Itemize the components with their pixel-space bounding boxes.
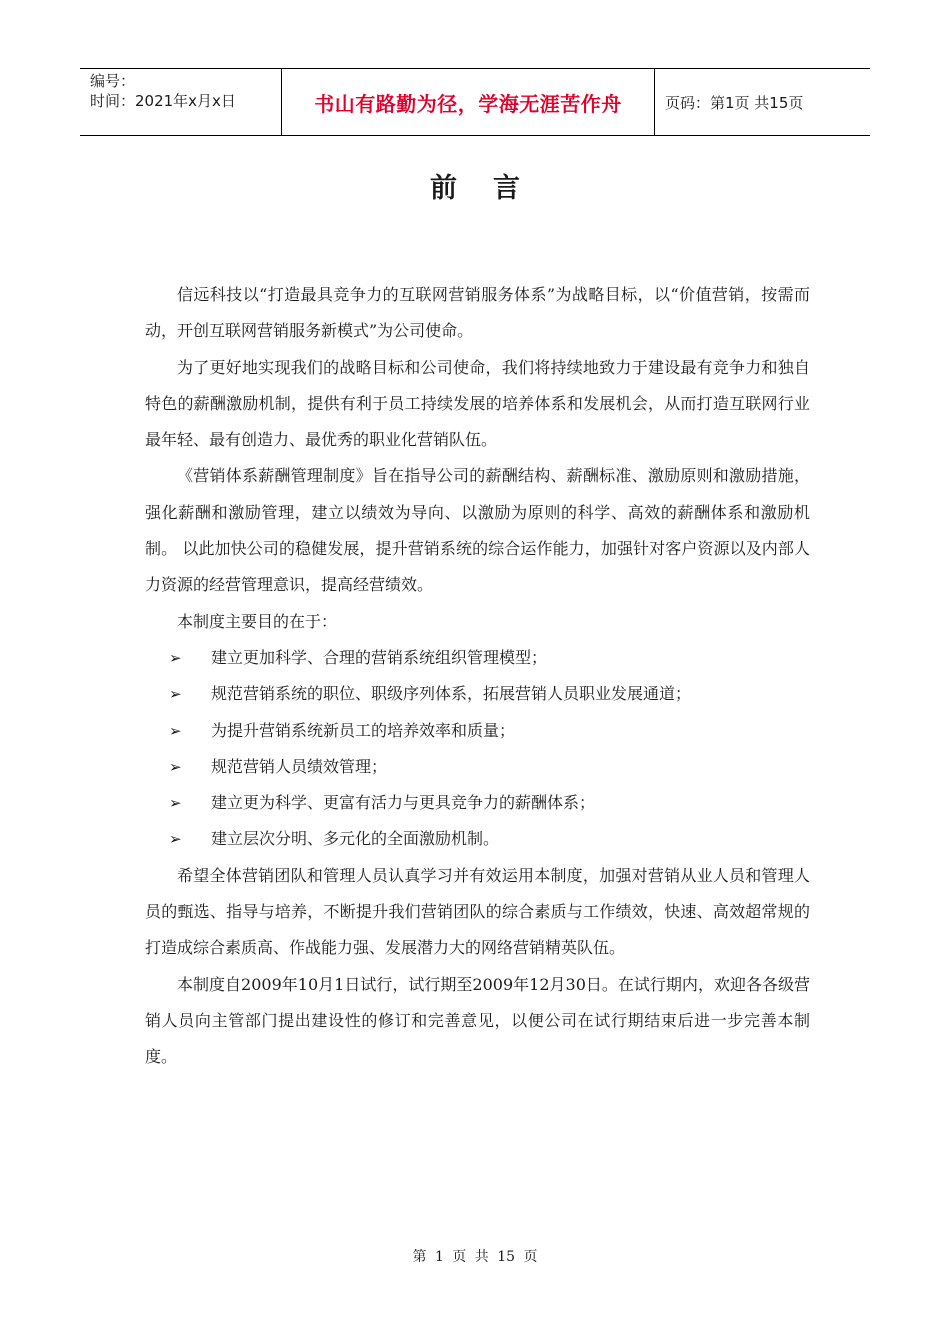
paragraph: 本制度主要目的在于： [177, 611, 338, 631]
list-item-text: 规范营销人员绩效管理； [211, 756, 388, 776]
paragraph: 《营销体系薪酬管理制度》旨在指导公司的薪酬结构、薪酬标准、激励原则和激励措施，强化薪酬和激励管理，建立以绩效为导向、以激励为原则的科学、高效的薪酬体系和激励机制。 以此加快公司的稳健发展，提升营销系统的综合运作能力，加强针对客户资源以及内部人力资源的经营管理意识，提高经营绩效。 [145, 466, 810, 595]
list-item-text: 建立更加科学、合理的营销系统组织管理模型； [211, 647, 548, 667]
list-item-text: 建立层次分明、多元化的全面激励机制。 [211, 829, 500, 849]
list-item-text: 规范营销系统的职位、职级序列体系，拓展营销人员职业发展通道； [211, 684, 692, 704]
arrow-bullet-icon: ➢ [169, 757, 182, 776]
list-item [145, 640, 810, 676]
arrow-bullet-icon: ➢ [169, 794, 182, 813]
header-meta [80, 69, 282, 135]
list-item [145, 749, 810, 785]
header-page-info: 页码：第1页 共15页 [665, 93, 804, 112]
list-item [145, 821, 810, 857]
document-header [80, 68, 870, 136]
paragraph: 为了更好地实现我们的战略目标和公司使命，我们将持续地致力于建设最有竞争力和独自特色的薪酬激励机制，提供有利于员工持续发展的培养体系和发展机会，从而打造互联网行业最年轻、最有创造力、最优秀的职业化营销队伍。 [145, 357, 810, 450]
list-item-text: 为提升营销系统新员工的培养效率和质量； [211, 720, 516, 740]
document-number-label: 编号： [90, 72, 136, 90]
list-item [145, 713, 810, 749]
document-body [145, 277, 810, 1076]
page-title: 前言 [430, 173, 556, 204]
purpose-list [145, 640, 810, 858]
list-item [145, 676, 810, 712]
paragraph: 本制度自2009年10月1日试行，试行期至2009年12月30日。在试行期内，欢迎各各级营销人员向主管部门提出建设性的修订和完善意见，以便公司在试行期结束后进一步完善本制度。 [145, 974, 810, 1067]
header-motto: 书山有路勤为径，学海无涯苦作舟 [282, 69, 655, 135]
paragraph: 希望全体营销团队和管理人员认真学习并有效运用本制度，加强对营销从业人员和管理人员的甄选、指导与培养，不断提升我们营销团队的综合素质与工作绩效，快速、高效超常规的打造成综合素质高、作战能力强、发展潜力大的网络营销精英队伍。 [145, 865, 810, 958]
list-item-text: 建立更为科学、更富有活力与更具竞争力的薪酬体系； [211, 793, 596, 813]
page-footer: 第 1 页 共 15 页 [412, 1249, 538, 1265]
arrow-bullet-icon: ➢ [169, 830, 182, 849]
arrow-bullet-icon: ➢ [169, 685, 182, 704]
paragraph: 信远科技以“打造最具竞争力的互联网营销服务体系”为战略目标，以“价值营销，按需而动，开创互联网营销服务新模式”为公司使命。 [145, 285, 810, 341]
document-time-label: 时间：2021年x月x日 [90, 92, 236, 110]
arrow-bullet-icon: ➢ [169, 721, 182, 740]
arrow-bullet-icon: ➢ [169, 648, 182, 667]
list-item [145, 785, 810, 821]
